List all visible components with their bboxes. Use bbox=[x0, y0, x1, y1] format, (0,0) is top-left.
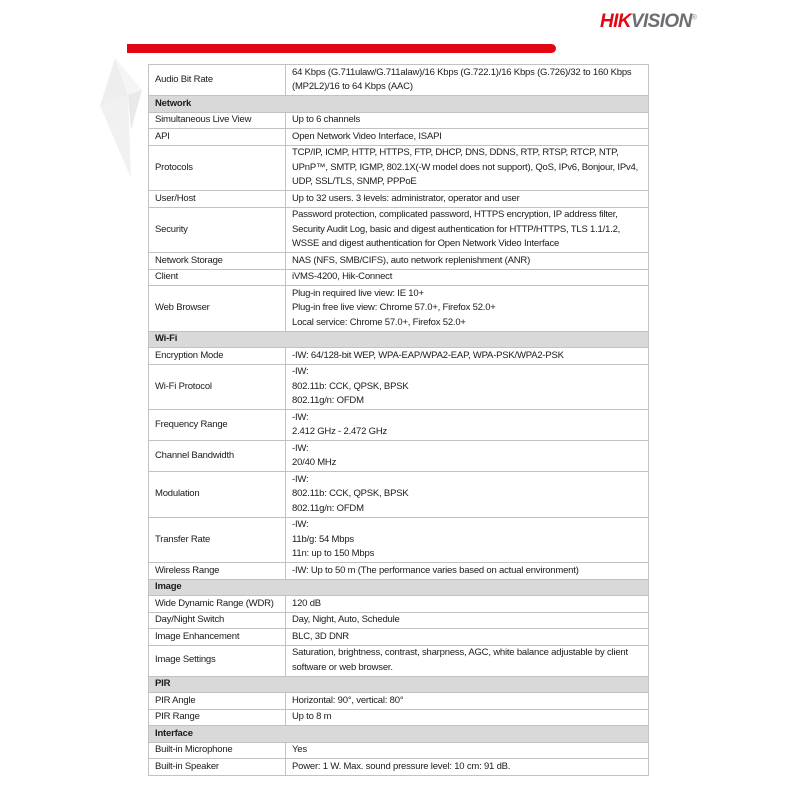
spec-value-line: 120 dB bbox=[292, 597, 321, 609]
spec-value bbox=[286, 472, 649, 518]
spec-row-protocols bbox=[149, 145, 649, 191]
spec-value bbox=[286, 596, 649, 613]
spec-label: User/Host bbox=[149, 191, 286, 208]
spec-label: Built-in Microphone bbox=[149, 742, 286, 759]
spec-value-line: -IW: 64/128-bit WEP, WPA-EAP/WPA2-EAP, WPA-PSK/WPA2-PSK bbox=[292, 349, 564, 361]
spec-row-image-enhancement bbox=[149, 629, 649, 646]
spec-value bbox=[286, 145, 649, 191]
spec-value bbox=[286, 286, 649, 332]
spec-label: Channel Bandwidth bbox=[149, 441, 286, 472]
section-header-label: Wi-Fi bbox=[149, 331, 649, 348]
spec-row-wi-fi-protocol bbox=[149, 364, 649, 410]
spec-table bbox=[148, 64, 649, 776]
spec-value-line: TCP/IP, ICMP, HTTP, HTTPS, FTP, DHCP, DNS, DDNS, RTP, RTSP, RTCP, NTP, UPnP™, SMTP, IGMP, 802.1X(-W model does not support), QoS, IPv6, Bonjour, IPv4, UDP, SSL/TLS, SNMP, PPPoE bbox=[292, 147, 639, 187]
spec-value-line: 2.412 GHz - 2.472 GHz bbox=[292, 426, 388, 437]
spec-value bbox=[286, 112, 649, 129]
spec-label: Wide Dynamic Range (WDR) bbox=[149, 596, 286, 613]
spec-value-line: -IW: bbox=[292, 442, 309, 454]
spec-value-line: Power: 1 W. Max. sound pressure level: 10 cm: 91 dB. bbox=[292, 760, 511, 772]
spec-value-line: 802.11b: CCK, QPSK, BPSK bbox=[292, 488, 409, 499]
spec-label: Network Storage bbox=[149, 253, 286, 270]
spec-value-line: Day, Night, Auto, Schedule bbox=[292, 614, 400, 625]
spec-value-line: Password protection, complicated password, HTTPS encryption, IP address filter, Security Audit Log, basic and digest authentication for HTTP/HTTPS, TLS 1.1/1.2, WSSE and digest authentication for Open Network Video Interface bbox=[292, 209, 621, 249]
section-row-pir bbox=[149, 676, 649, 693]
spec-label: PIR Range bbox=[149, 709, 286, 726]
section-header-label: Network bbox=[149, 96, 649, 113]
spec-value bbox=[286, 441, 649, 472]
spec-value-line: Up to 6 channels bbox=[292, 114, 361, 125]
spec-row-frequency-range bbox=[149, 410, 649, 441]
spec-value-line: Plug-in required live view: IE 10+ bbox=[292, 287, 424, 299]
spec-label: Security bbox=[149, 207, 286, 253]
spec-value bbox=[286, 253, 649, 270]
spec-value bbox=[286, 410, 649, 441]
spec-value bbox=[286, 517, 649, 563]
logo-vision-text: VISION bbox=[630, 11, 692, 32]
spec-value-line: -IW: bbox=[292, 411, 309, 423]
spec-value bbox=[286, 364, 649, 410]
spec-value-line: Local service: Chrome 57.0+, Firefox 52.0+ bbox=[292, 316, 466, 328]
spec-row-transfer-rate bbox=[149, 517, 649, 563]
spec-label: Built-in Speaker bbox=[149, 759, 286, 776]
spec-value bbox=[286, 129, 649, 146]
spec-value-line: 11b/g: 54 Mbps bbox=[292, 533, 354, 545]
spec-label: Image Enhancement bbox=[149, 629, 286, 646]
spec-row-encryption-mode bbox=[149, 348, 649, 365]
spec-row-pir-range bbox=[149, 709, 649, 726]
spec-value bbox=[286, 612, 649, 629]
spec-label: API bbox=[149, 129, 286, 146]
section-row-wi-fi bbox=[149, 331, 649, 348]
spec-row-wide-dynamic-range-wdr bbox=[149, 596, 649, 613]
section-row-interface bbox=[149, 726, 649, 743]
spec-value-line: Open Network Video Interface, ISAPI bbox=[292, 130, 442, 142]
section-header-label: Image bbox=[149, 579, 649, 596]
spec-value-line: -IW: bbox=[292, 519, 309, 530]
spec-row-modulation bbox=[149, 472, 649, 518]
section-row-image bbox=[149, 579, 649, 596]
section-header-label: Interface bbox=[149, 726, 649, 743]
spec-row-security bbox=[149, 207, 649, 253]
section-row-network bbox=[149, 96, 649, 113]
spec-row-audio-bit-rate bbox=[149, 65, 649, 96]
spec-value bbox=[286, 269, 649, 286]
spec-value-line: iVMS-4200, Hik-Connect bbox=[292, 271, 393, 282]
spec-row-image-settings bbox=[149, 645, 649, 676]
spec-label: Modulation bbox=[149, 472, 286, 518]
spec-label: Wi-Fi Protocol bbox=[149, 364, 286, 410]
red-divider-bar bbox=[127, 44, 556, 53]
spec-row-user-host bbox=[149, 191, 649, 208]
spec-value bbox=[286, 191, 649, 208]
spec-row-wireless-range bbox=[149, 563, 649, 580]
spec-value-line: 802.11g/n: OFDM bbox=[292, 395, 364, 406]
spec-row-day-night-switch bbox=[149, 612, 649, 629]
spec-value-line: BLC, 3D DNR bbox=[292, 630, 349, 642]
spec-value bbox=[286, 65, 649, 96]
spec-value-line: 11n: up to 150 Mbps bbox=[292, 548, 375, 559]
spec-value bbox=[286, 759, 649, 776]
spec-value bbox=[286, 207, 649, 253]
spec-label: Day/Night Switch bbox=[149, 612, 286, 629]
spec-value-line: -IW: bbox=[292, 366, 309, 377]
spec-value bbox=[286, 348, 649, 365]
spec-value bbox=[286, 645, 649, 676]
spec-label: Image Settings bbox=[149, 645, 286, 676]
spec-row-web-browser bbox=[149, 286, 649, 332]
spec-value-line: Up to 8 m bbox=[292, 711, 332, 722]
spec-row-pir-angle bbox=[149, 693, 649, 710]
spec-value-line: Plug-in free live view: Chrome 57.0+, Firefox 52.0+ bbox=[292, 302, 496, 313]
spec-label: Web Browser bbox=[149, 286, 286, 332]
spec-value-line: Up to 32 users. 3 levels: administrator, operator and user bbox=[292, 192, 520, 204]
spec-row-api bbox=[149, 129, 649, 146]
spec-value-line: 802.11g/n: OFDM bbox=[292, 502, 364, 514]
spec-row-built-in-microphone bbox=[149, 742, 649, 759]
spec-value-line: Yes bbox=[292, 744, 307, 755]
spec-label: Wireless Range bbox=[149, 563, 286, 580]
spec-row-network-storage bbox=[149, 253, 649, 270]
spec-row-built-in-speaker bbox=[149, 759, 649, 776]
logo-hik-text: HIK bbox=[600, 11, 631, 32]
spec-value bbox=[286, 709, 649, 726]
spec-label: Encryption Mode bbox=[149, 348, 286, 365]
spec-value bbox=[286, 742, 649, 759]
spec-label: PIR Angle bbox=[149, 693, 286, 710]
spec-value-line: 20/40 MHz bbox=[292, 457, 337, 468]
spec-value-line: Saturation, brightness, contrast, sharpness, AGC, white balance adjustable by client software or web browser. bbox=[292, 647, 628, 673]
spec-value bbox=[286, 693, 649, 710]
watermark-shard-icon bbox=[95, 52, 155, 187]
spec-value-line: -IW: bbox=[292, 473, 309, 485]
spec-label: Client bbox=[149, 269, 286, 286]
spec-row-client bbox=[149, 269, 649, 286]
spec-value-line: 802.11b: CCK, QPSK, BPSK bbox=[292, 380, 409, 392]
spec-label: Protocols bbox=[149, 145, 286, 191]
section-header-label: PIR bbox=[149, 676, 649, 693]
spec-value-line: -IW: Up to 50 m (The performance varies based on actual environment) bbox=[292, 564, 579, 576]
spec-label: Transfer Rate bbox=[149, 517, 286, 563]
spec-label: Audio Bit Rate bbox=[149, 65, 286, 96]
spec-value-line: 64 Kbps (G.711ulaw/G.711alaw)/16 Kbps (G.722.1)/16 Kbps (G.726)/32 to 160 Kbps (MP2L2)/16 to 64 Kbps (AAC) bbox=[292, 66, 632, 92]
spec-label: Frequency Range bbox=[149, 410, 286, 441]
spec-label: Simultaneous Live View bbox=[149, 112, 286, 129]
hikvision-logo bbox=[600, 11, 696, 33]
spec-value-line: Horizontal: 90°, vertical: 80° bbox=[292, 694, 404, 706]
spec-value bbox=[286, 629, 649, 646]
spec-row-channel-bandwidth bbox=[149, 441, 649, 472]
registered-trademark-icon: ® bbox=[691, 14, 697, 22]
spec-row-simultaneous-live-view bbox=[149, 112, 649, 129]
spec-value-line: NAS (NFS, SMB/CIFS), auto network replenishment (ANR) bbox=[292, 254, 531, 266]
spec-value bbox=[286, 563, 649, 580]
